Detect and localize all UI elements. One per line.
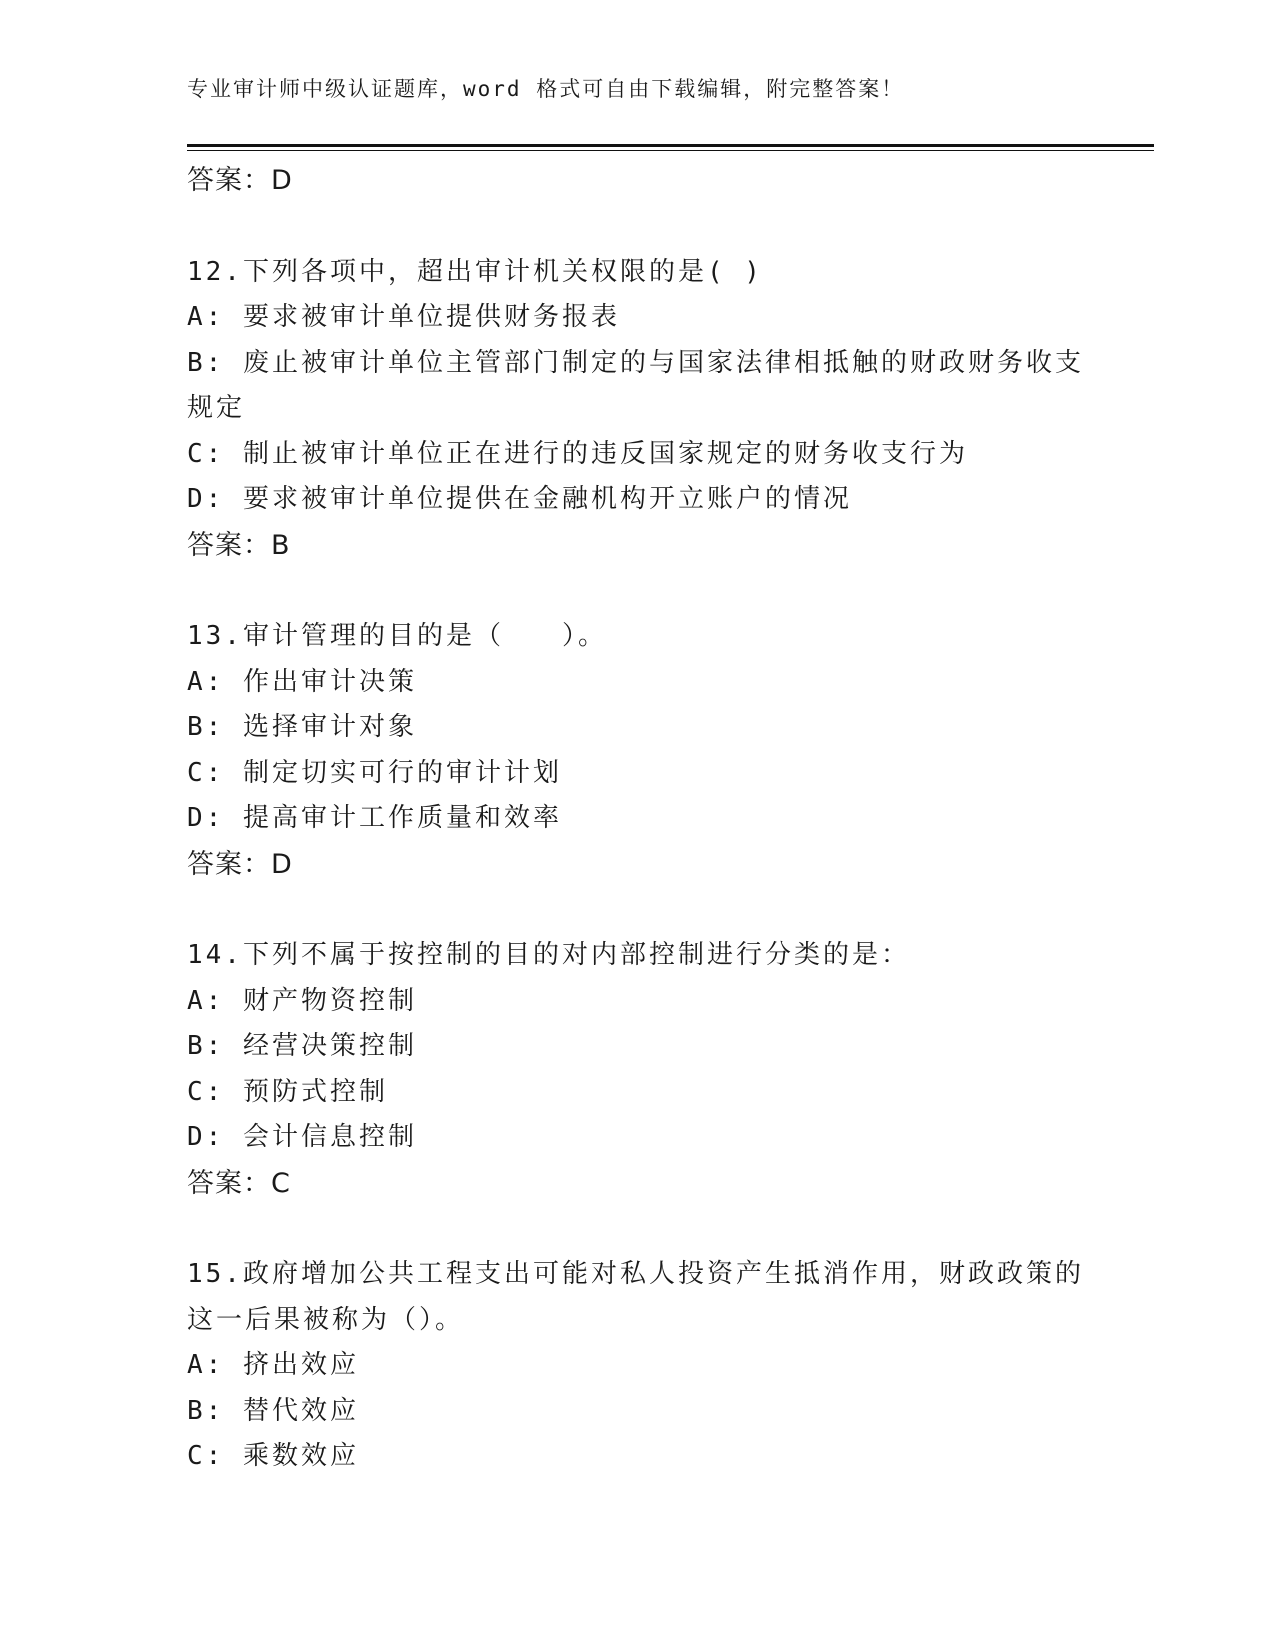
question-block	[187, 933, 1087, 1206]
answer-line: 答案：C	[187, 1167, 291, 1199]
header-rule-thick	[187, 144, 1154, 147]
spacer	[187, 1206, 1087, 1252]
option-d: D: 提高审计工作质量和效率	[187, 803, 562, 833]
spacer	[187, 887, 1087, 933]
answer-line: 答案：D	[187, 165, 293, 196]
question-block	[187, 250, 1087, 569]
option-b: B: 经营决策控制	[187, 1031, 417, 1061]
option-a: A: 财产物资控制	[187, 985, 417, 1016]
option-b-continuation: 规定	[187, 393, 246, 423]
option-a: A: 挤出效应	[187, 1350, 359, 1380]
option-b: B: 选择审计对象	[187, 712, 417, 742]
question-block	[187, 1252, 1087, 1480]
question-block	[187, 614, 1087, 887]
option-a: A: 作出审计决策	[187, 666, 417, 697]
option-d: D: 会计信息控制	[187, 1122, 417, 1152]
question-stem: 12.下列各项中，超出审计机关权限的是( )	[187, 256, 763, 287]
option-c: C: 制止被审计单位正在进行的违反国家规定的财务收支行为	[187, 438, 968, 469]
option-b: B: 替代效应	[187, 1395, 359, 1426]
page-header: 专业审计师中级认证题库，word 格式可自由下载编辑，附完整答案！	[187, 77, 905, 101]
question-list	[187, 158, 1087, 1480]
option-b: B: 废止被审计单位主管部门制定的与国家法律相抵触的财政财务收支	[187, 347, 1084, 378]
option-c: C: 制定切实可行的审计计划	[187, 757, 562, 788]
spacer	[187, 204, 1087, 250]
question-stem: 15.政府增加公共工程支出可能对私人投资产生抵消作用，财政政策的	[187, 1259, 1084, 1289]
answer-line: 答案：D	[187, 848, 293, 880]
option-d: D: 要求被审计单位提供在金融机构开立账户的情况	[187, 484, 852, 514]
question-stem: 13.审计管理的目的是（ ）。	[187, 621, 607, 651]
option-a: A: 要求被审计单位提供财务报表	[187, 302, 620, 332]
option-c: C: 乘数效应	[187, 1441, 359, 1471]
question-stem: 14.下列不属于按控制的目的对内部控制进行分类的是：	[187, 940, 910, 970]
answer-line: 答案：B	[187, 529, 291, 561]
question-stem-continuation: 这一后果被称为（）。	[187, 1304, 465, 1335]
spacer	[187, 568, 1087, 614]
option-c: C: 预防式控制	[187, 1076, 388, 1107]
header-rule-thin	[187, 150, 1154, 151]
